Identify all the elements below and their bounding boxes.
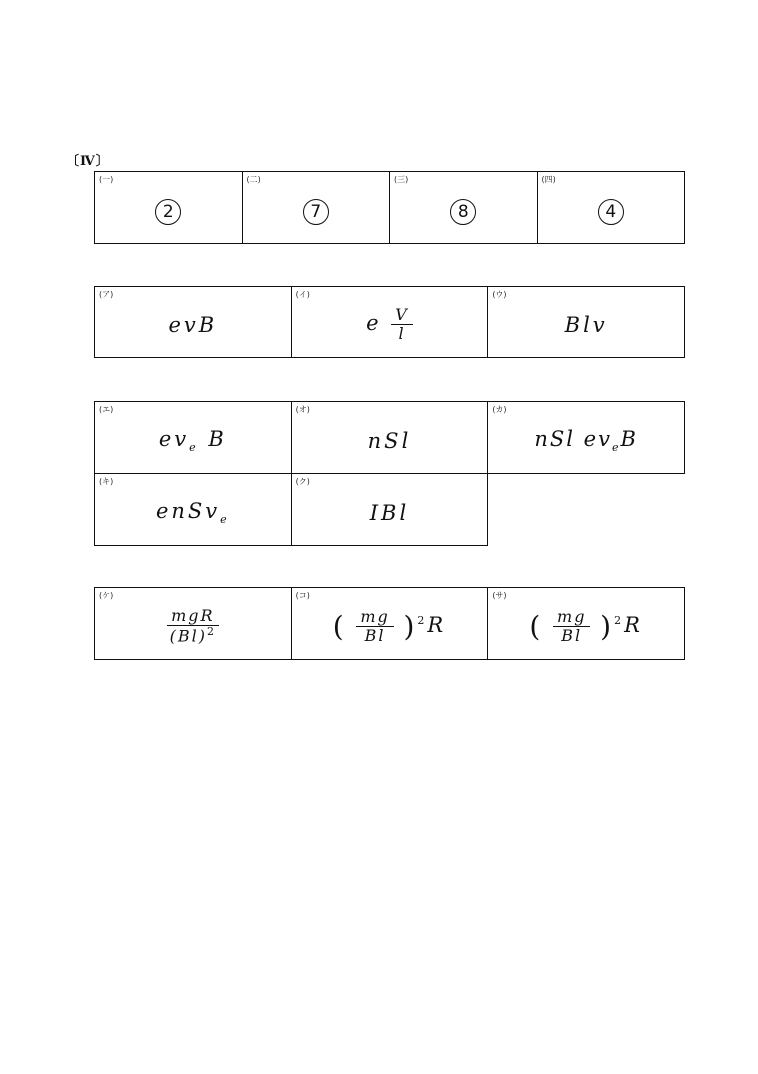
cell-label: (ア) [99,290,114,299]
answer-table-4 [94,587,685,660]
answer-tail: B [620,426,638,451]
answer-cell-ki [95,474,292,546]
answer-prefix: e [366,311,382,336]
cell-label: (四) [541,175,556,184]
circled-answer: 2 [155,199,181,225]
fraction-denominator: Bl [561,625,583,645]
circled-answer: 8 [450,199,476,225]
answer-cell-ko [291,588,488,660]
answer-expression [534,427,638,454]
cell-label: (ク) [295,477,310,486]
denominator-exponent: 2 [207,624,216,638]
answer-tail: R [427,612,447,637]
answer-cell-sa [488,588,685,660]
open-paren: ( [529,609,544,643]
answer-text: IBl [369,500,410,525]
answer-main: nSl ev [534,426,612,451]
answer-main: enSv [155,498,221,523]
answer-subscript: e [220,513,230,527]
answer-cell-1 [95,172,243,244]
fraction-numerator: mgR [167,608,218,626]
answer-cell-ku [291,474,488,546]
cell-label: (一) [99,175,114,184]
answer-expression [159,427,227,454]
exponent: 2 [614,613,625,627]
answer-expression [529,606,643,645]
answer-cell-o [291,402,488,474]
fraction-denominator: l [398,324,406,344]
exponent: 2 [417,613,428,627]
close-paren: ) [600,609,615,643]
answer-subscript: e [189,441,199,455]
fraction-numerator: V [391,307,413,325]
circled-answer: 4 [598,199,624,225]
answer-expression [332,606,447,645]
answer-main: ev [158,426,190,451]
answer-expression [366,307,413,342]
answer-cell-4 [537,172,685,244]
fraction-denominator [166,626,220,645]
close-paren: ) [403,609,418,643]
section-title: 〔Ⅳ〕 [66,154,110,169]
answer-tail: R [624,612,643,637]
answer-expression [166,608,220,645]
cell-label: (三) [394,175,409,184]
answer-cell-u [488,287,685,358]
answer-expression [156,499,230,526]
fraction-numerator: mg [553,609,590,627]
cell-label: (ウ) [492,290,507,299]
answer-table-2 [94,286,685,358]
cell-label: (サ) [492,591,507,600]
fraction [391,307,413,342]
cell-label: (エ) [99,405,114,414]
answer-text: evB [168,313,218,337]
answer-cell-i [291,287,488,358]
answer-cell-e [95,402,292,474]
empty-cell [488,474,685,546]
cell-label: (カ) [492,405,507,414]
cell-label: (イ) [295,290,310,299]
fraction [553,606,590,645]
answer-cell-a [95,287,292,358]
answer-table-3 [94,401,685,546]
answer-tail: B [198,426,227,451]
answer-text: Blv [564,313,608,337]
cell-label: (キ) [99,477,114,486]
answer-cell-ka [488,402,685,474]
answer-cell-2 [242,172,390,244]
cell-label: (コ) [295,591,310,600]
cell-label: (ケ) [99,591,114,600]
answer-cell-ke [95,588,292,660]
fraction [166,608,220,645]
cell-label: (二) [246,175,261,184]
open-paren: ( [332,609,347,643]
denominator-base: (Bl) [169,626,207,646]
answer-text: nSl [367,428,412,453]
fraction [356,606,393,645]
fraction-denominator: Bl [364,625,386,645]
answer-table-1 [94,171,685,244]
answer-cell-3 [390,172,538,244]
fraction-numerator: mg [356,609,393,627]
answer-subscript: e [611,441,621,455]
circled-answer: 7 [303,199,329,225]
cell-label: (オ) [295,405,310,414]
